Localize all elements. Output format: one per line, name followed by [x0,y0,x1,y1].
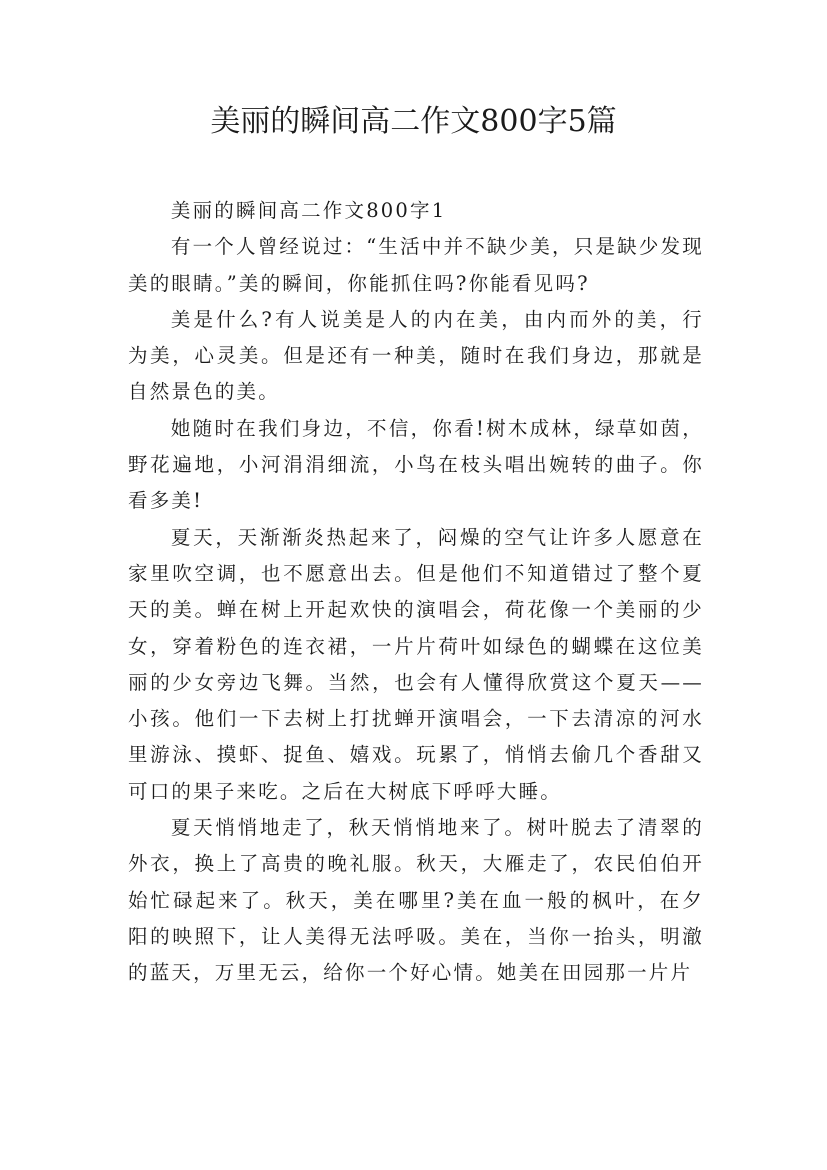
document-title: 美丽的瞬间高二作文800字5篇 [210,104,617,139]
paragraph: 夏天悄悄地走了，秋天悄悄地来了。树叶脱去了清翠的外衣，换上了高贵的晚礼服。秋天，大雁走了，农民伯伯开始忙碌起来了。秋天，美在哪里?美在血一般的枫叶，在夕阳的映照下，让人美得无法呼吸。美在，当你一抬头，明澈的蓝天，万里无云，给你一个好心情。她美在田园那一片片 [128,816,704,985]
section-heading: 美丽的瞬间高二作文800字1 [170,199,447,222]
document-body [128,193,704,992]
paragraph: 美是什么?有人说美是人的内在美，由内而外的美，行为美，心灵美。但是还有一种美，随时在我们身边，那就是自然景色的美。 [128,307,704,404]
paragraph: 她随时在我们身边，不信，你看!树木成林，绿草如茵，野花遍地，小河涓涓细流，小鸟在枝头唱出婉转的曲子。你看多美! [128,416,704,513]
paragraph: 有一个人曾经说过：“生活中并不缺少美，只是缺少发现美的眼睛。”美的瞬间，你能抓住吗?你能看见吗? [128,235,704,295]
paragraph: 夏天，天渐渐炎热起来了，闷燥的空气让许多人愿意在家里吹空调，也不愿意出去。但是他们不知道错过了整个夏天的美。蝉在树上开起欢快的演唱会，荷花像一个美丽的少女，穿着粉色的连衣裙，一片片荷叶如绿色的蝴蝶在这位美丽的少女旁边飞舞。当然，也会有人懂得欣赏这个夏天——小孩。他们一下去树上打扰蝉开演唱会，一下去清凉的河水里游泳、摸虾、捉鱼、嬉戏。玩累了，悄悄去偷几个香甜又可口的果子来吃。之后在大树底下呼呼大睡。 [128,525,704,803]
